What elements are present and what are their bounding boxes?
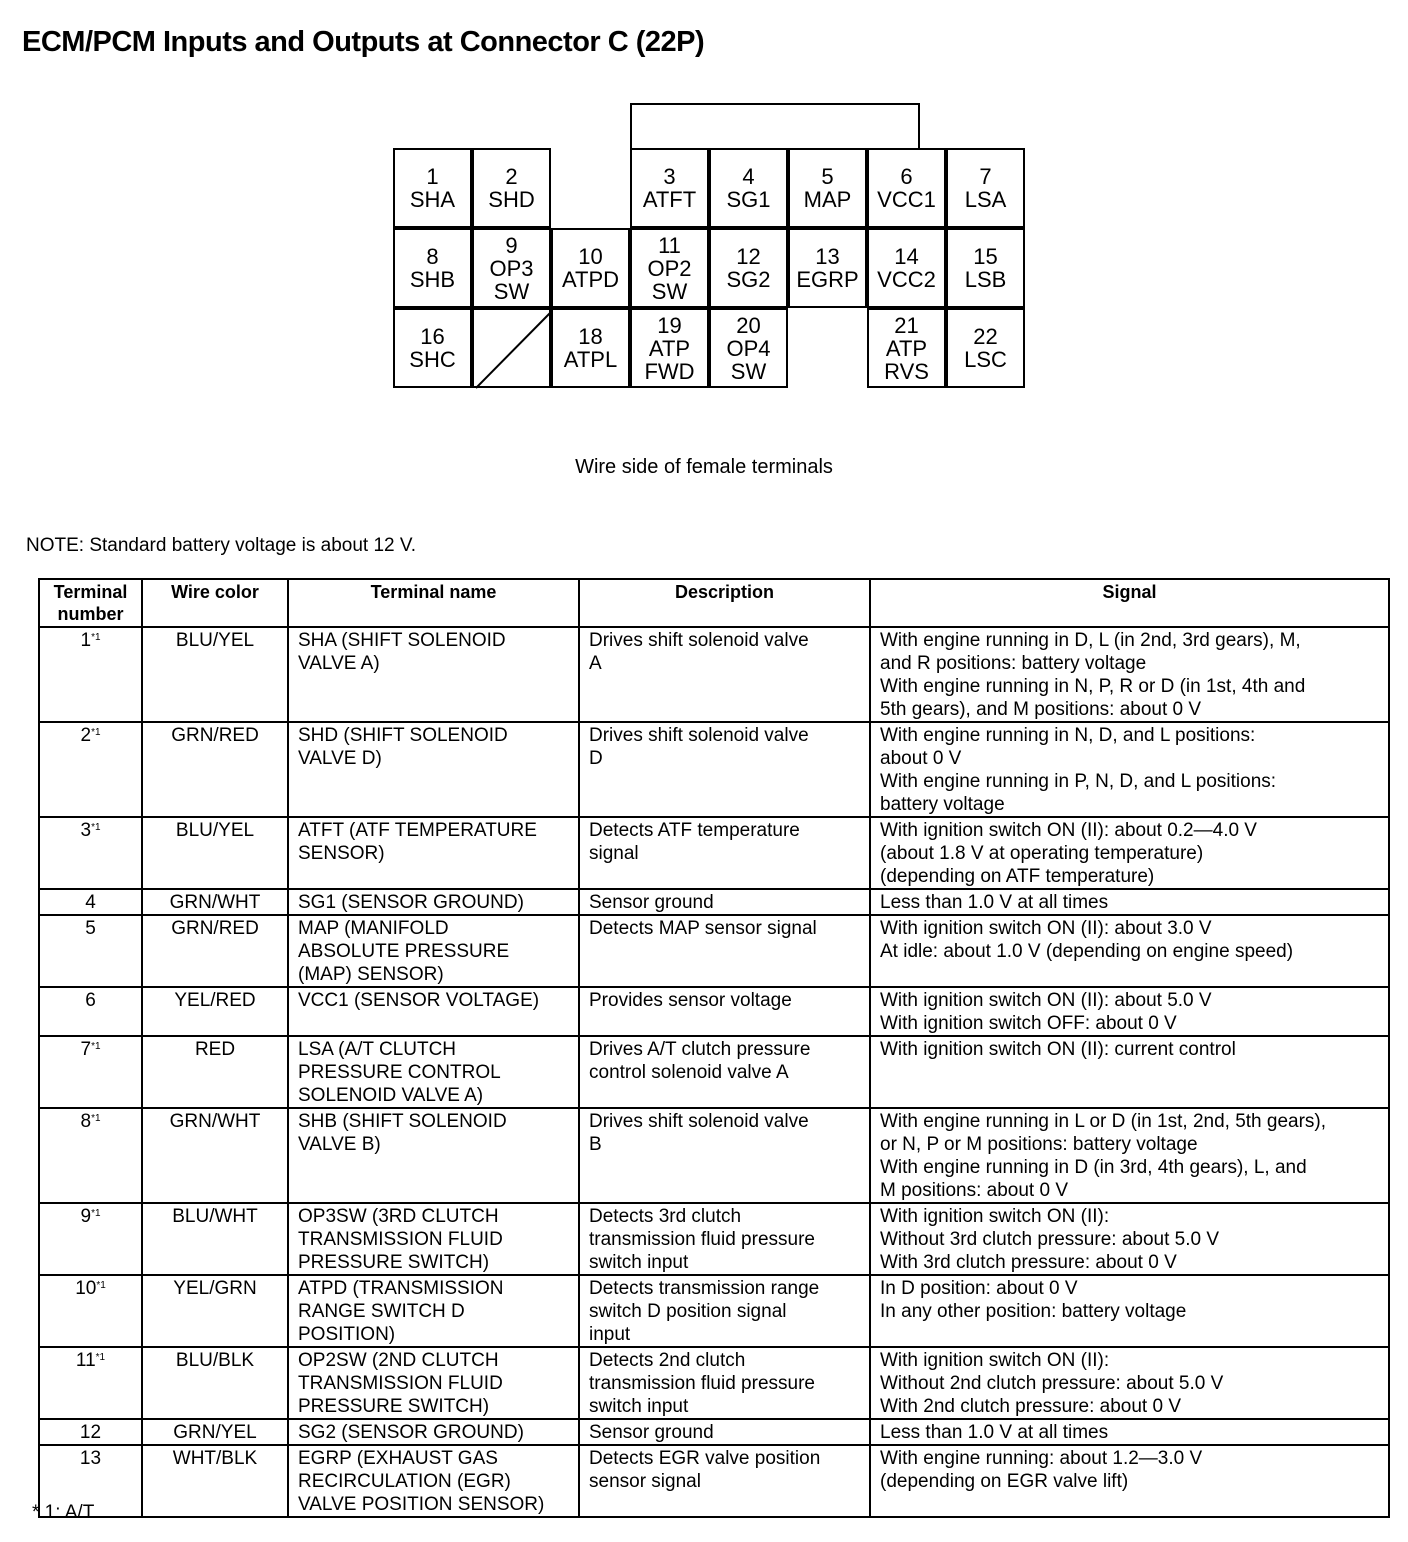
terminal-number: 10 bbox=[75, 1278, 97, 1299]
signal-text: With engine running: about 1.2—3.0 V (depending on EGR valve lift) bbox=[880, 1448, 1203, 1492]
wire-color-text: GRN/WHT bbox=[169, 892, 261, 913]
terminal-number-cell bbox=[39, 1203, 142, 1275]
wire-color-cell bbox=[142, 1419, 288, 1445]
terminal-22: 22 LSC bbox=[946, 308, 1025, 388]
description-text: Detects 2nd clutch transmission fluid pressure switch input bbox=[589, 1350, 815, 1417]
footnote-marker: *1 bbox=[91, 1113, 101, 1124]
description-cell bbox=[579, 1108, 870, 1203]
terminal-name-cell bbox=[288, 915, 579, 987]
terminal-8: 8 SHB bbox=[393, 228, 472, 308]
terminal-number-cell bbox=[39, 1347, 142, 1419]
wire-color-cell bbox=[142, 1275, 288, 1347]
terminal-name-cell bbox=[288, 722, 579, 817]
signal-text: With ignition switch ON (II): Without 3rd clutch pressure: about 5.0 V With 3rd clutch pressure: about 0 V bbox=[880, 1206, 1220, 1273]
signal-text: With engine running in L or D (in 1st, 2nd, 5th gears), or N, P or M positions: battery voltage With engine running in D (in 3rd, 4th gears), L, and M positions: about 0 V bbox=[880, 1111, 1327, 1201]
table-row bbox=[39, 987, 1389, 1036]
voltage-note: NOTE: Standard battery voltage is about 12 V. bbox=[26, 535, 417, 556]
terminal-name-cell bbox=[288, 627, 579, 722]
footnote-marker: *1 bbox=[96, 1280, 106, 1291]
signal-cell bbox=[870, 1275, 1389, 1347]
table-row bbox=[39, 1275, 1389, 1347]
terminal-21: 21 ATP RVS bbox=[867, 308, 946, 388]
description-text: Drives shift solenoid valve D bbox=[589, 725, 809, 769]
signal-text: With ignition switch ON (II): about 5.0 V With ignition switch OFF: about 0 V bbox=[880, 990, 1212, 1034]
wire-color-cell bbox=[142, 1108, 288, 1203]
terminal-number: 3 bbox=[80, 820, 92, 841]
terminal-16: 16 SHC bbox=[393, 308, 472, 388]
terminal-20: 20 OP4 SW bbox=[709, 308, 788, 388]
signal-cell bbox=[870, 1419, 1389, 1445]
description-text: Sensor ground bbox=[589, 1422, 714, 1443]
footnote-marker: *1 bbox=[95, 1352, 106, 1363]
signal-text: With engine running in D, L (in 2nd, 3rd gears), M, and R positions: battery voltage With engine running in N, P, R or D (in 1st, 4th and 5th gears), and M positions: about 0 V bbox=[880, 630, 1306, 720]
terminal-name-text: SHD (SHIFT SOLENOID VALVE D) bbox=[298, 725, 508, 769]
terminal-name-text: EGRP (EXHAUST GAS RECIRCULATION (EGR) VALVE POSITION SENSOR) bbox=[298, 1448, 545, 1515]
terminal-number: 13 bbox=[79, 1448, 102, 1469]
description-cell bbox=[579, 889, 870, 915]
terminal-name-cell bbox=[288, 1203, 579, 1275]
wire-color-cell bbox=[142, 889, 288, 915]
terminal-number: 2 bbox=[80, 725, 92, 746]
terminal-19: 19 ATP FWD bbox=[630, 308, 709, 388]
description-cell bbox=[579, 1347, 870, 1419]
footnote-marker: *1 bbox=[91, 822, 101, 833]
wire-color-text: GRN/YEL bbox=[173, 1422, 257, 1443]
terminal-number-cell bbox=[39, 1108, 142, 1203]
terminal-3: 3 ATFT bbox=[630, 148, 709, 228]
signal-cell bbox=[870, 1108, 1389, 1203]
table-row bbox=[39, 627, 1389, 722]
terminal-4: 4 SG1 bbox=[709, 148, 788, 228]
wire-color-cell bbox=[142, 627, 288, 722]
terminal-13: 13 EGRP bbox=[788, 228, 867, 308]
wire-color-text: BLU/YEL bbox=[175, 820, 255, 841]
table-row bbox=[39, 1108, 1389, 1203]
description-text: Detects EGR valve position sensor signal bbox=[589, 1448, 821, 1492]
signal-cell bbox=[870, 1445, 1389, 1517]
table-header-row bbox=[39, 579, 1389, 627]
terminal-name-text: OP2SW (2ND CLUTCH TRANSMISSION FLUID PRESSURE SWITCH) bbox=[298, 1350, 503, 1417]
terminal-number-cell bbox=[39, 915, 142, 987]
description-cell bbox=[579, 627, 870, 722]
wire-color-text: YEL/GRN bbox=[173, 1278, 257, 1299]
terminal-name-text: ATFT (ATF TEMPERATURE SENSOR) bbox=[298, 820, 537, 864]
connector-diagram bbox=[393, 103, 1033, 393]
wire-color-text: BLU/YEL bbox=[175, 630, 255, 651]
signal-text: With ignition switch ON (II): current control bbox=[880, 1039, 1236, 1060]
description-text: Drives A/T clutch pressure control solenoid valve A bbox=[589, 1039, 811, 1083]
signal-text: With engine running in N, D, and L positions: about 0 V With engine running in P, N, D, and L positions: battery voltage bbox=[880, 725, 1277, 815]
wire-color-cell bbox=[142, 722, 288, 817]
terminal-number: 9 bbox=[80, 1206, 92, 1227]
terminal-12: 12 SG2 bbox=[709, 228, 788, 308]
footnote-marker: *1 bbox=[91, 1041, 101, 1052]
signal-text: With ignition switch ON (II): about 3.0 V At idle: about 1.0 V (depending on engine speed) bbox=[880, 918, 1294, 962]
terminal-6: 6 VCC1 bbox=[867, 148, 946, 228]
terminal-5: 5 MAP bbox=[788, 148, 867, 228]
signal-cell bbox=[870, 889, 1389, 915]
footnote: * 1: A/T bbox=[32, 1502, 95, 1523]
signal-text: Less than 1.0 V at all times bbox=[880, 892, 1109, 913]
terminal-10: 10 ATPD bbox=[551, 228, 630, 308]
connector-lock-tab bbox=[630, 103, 920, 149]
terminal-number: 8 bbox=[80, 1111, 92, 1132]
table-row bbox=[39, 1347, 1389, 1419]
table-row bbox=[39, 1203, 1389, 1275]
unused-slash-icon bbox=[474, 310, 553, 390]
terminal-name-text: ATPD (TRANSMISSION RANGE SWITCH D POSITION) bbox=[298, 1278, 504, 1345]
description-cell bbox=[579, 1036, 870, 1108]
terminal-11: 11 OP2 SW bbox=[630, 228, 709, 308]
description-cell bbox=[579, 987, 870, 1036]
description-text: Detects 3rd clutch transmission fluid pressure switch input bbox=[589, 1206, 815, 1273]
signal-cell bbox=[870, 1203, 1389, 1275]
terminal-name-text: SHB (SHIFT SOLENOID VALVE B) bbox=[298, 1111, 507, 1155]
terminal-number: 5 bbox=[85, 918, 96, 939]
signal-text: With ignition switch ON (II): about 0.2—4.0 V (about 1.8 V at operating temperature) (depending on ATF temperature) bbox=[880, 820, 1257, 887]
table-row bbox=[39, 817, 1389, 889]
wire-color-text: WHT/BLK bbox=[172, 1448, 258, 1469]
page-title: ECM/PCM Inputs and Outputs at Connector C (22P) bbox=[22, 26, 705, 58]
header-wire-color: Wire color bbox=[142, 579, 288, 627]
description-cell bbox=[579, 1445, 870, 1517]
wire-color-cell bbox=[142, 915, 288, 987]
header-signal: Signal bbox=[870, 579, 1389, 627]
terminal-name-cell bbox=[288, 987, 579, 1036]
signal-cell bbox=[870, 817, 1389, 889]
wire-color-cell bbox=[142, 817, 288, 889]
table-row bbox=[39, 889, 1389, 915]
wire-color-text: BLU/BLK bbox=[175, 1350, 255, 1371]
signal-text: In D position: about 0 V In any other position: battery voltage bbox=[880, 1278, 1187, 1322]
wire-color-text: GRN/RED bbox=[171, 725, 259, 746]
description-text: Detects MAP sensor signal bbox=[589, 918, 817, 939]
terminal-name-cell bbox=[288, 1347, 579, 1419]
table-row bbox=[39, 915, 1389, 987]
signal-cell bbox=[870, 915, 1389, 987]
signal-cell bbox=[870, 722, 1389, 817]
footnote-marker: *1 bbox=[91, 727, 101, 738]
terminal-name-text: VCC1 (SENSOR VOLTAGE) bbox=[298, 990, 540, 1011]
terminal-9: 9 OP3 SW bbox=[472, 228, 551, 308]
wire-color-text: GRN/RED bbox=[171, 918, 259, 939]
terminal-number: 1 bbox=[80, 630, 92, 651]
description-cell bbox=[579, 1275, 870, 1347]
terminal-number: 11 bbox=[75, 1350, 96, 1371]
terminal-name-text: OP3SW (3RD CLUTCH TRANSMISSION FLUID PRESSURE SWITCH) bbox=[298, 1206, 503, 1273]
table-row bbox=[39, 722, 1389, 817]
terminal-number: 4 bbox=[85, 892, 96, 913]
description-cell bbox=[579, 1203, 870, 1275]
terminal-name-text: SG2 (SENSOR GROUND) bbox=[298, 1422, 524, 1443]
description-text: Sensor ground bbox=[589, 892, 714, 913]
terminal-number: 7 bbox=[80, 1039, 92, 1060]
wire-color-cell bbox=[142, 1036, 288, 1108]
terminal-name-text: LSA (A/T CLUTCH PRESSURE CONTROL SOLENOID VALVE A) bbox=[298, 1039, 501, 1106]
terminal-name-cell bbox=[288, 1419, 579, 1445]
wire-color-cell bbox=[142, 1347, 288, 1419]
terminal-18: 18 ATPL bbox=[551, 308, 630, 388]
description-text: Detects transmission range switch D position signal input bbox=[589, 1278, 820, 1345]
terminal-number: 12 bbox=[79, 1422, 102, 1443]
wire-color-text: GRN/WHT bbox=[169, 1111, 261, 1132]
description-cell bbox=[579, 817, 870, 889]
description-text: Drives shift solenoid valve B bbox=[589, 1111, 809, 1155]
terminal-name-cell bbox=[288, 1036, 579, 1108]
header-terminal-number: Terminal number bbox=[39, 579, 142, 627]
terminal-number: 6 bbox=[85, 990, 96, 1011]
wire-color-text: RED bbox=[194, 1039, 236, 1060]
signal-cell bbox=[870, 1347, 1389, 1419]
wire-color-cell bbox=[142, 1445, 288, 1517]
terminal-7: 7 LSA bbox=[946, 148, 1025, 228]
description-text: Detects ATF temperature signal bbox=[589, 820, 800, 864]
description-text: Drives shift solenoid valve A bbox=[589, 630, 809, 674]
terminal-number-cell bbox=[39, 1419, 142, 1445]
signal-cell bbox=[870, 987, 1389, 1036]
description-cell bbox=[579, 1419, 870, 1445]
terminal-1: 1 SHA bbox=[393, 148, 472, 228]
terminal-14: 14 VCC2 bbox=[867, 228, 946, 308]
description-text: Provides sensor voltage bbox=[589, 990, 792, 1011]
signal-cell bbox=[870, 1036, 1389, 1108]
terminal-name-cell bbox=[288, 1108, 579, 1203]
terminal-number-cell bbox=[39, 817, 142, 889]
signal-text: With ignition switch ON (II): Without 2nd clutch pressure: about 5.0 V With 2nd clutch pressure: about 0 V bbox=[880, 1350, 1224, 1417]
terminal-name-cell bbox=[288, 817, 579, 889]
footnote-marker: *1 bbox=[91, 632, 101, 643]
header-description: Description bbox=[579, 579, 870, 627]
terminal-name-cell bbox=[288, 1445, 579, 1517]
terminal-number-cell bbox=[39, 1036, 142, 1108]
wire-color-cell bbox=[142, 987, 288, 1036]
table-row bbox=[39, 1445, 1389, 1517]
signal-cell bbox=[870, 627, 1389, 722]
terminal-number-cell bbox=[39, 1275, 142, 1347]
wire-color-cell bbox=[142, 1203, 288, 1275]
terminal-number-cell bbox=[39, 889, 142, 915]
terminal-name-cell bbox=[288, 1275, 579, 1347]
wire-color-text: BLU/WHT bbox=[172, 1206, 258, 1227]
terminal-name-text: SHA (SHIFT SOLENOID VALVE A) bbox=[298, 630, 506, 674]
connector-caption: Wire side of female terminals bbox=[575, 456, 833, 478]
terminal-number-cell bbox=[39, 722, 142, 817]
terminal-number-cell bbox=[39, 987, 142, 1036]
terminal-number-cell bbox=[39, 627, 142, 722]
description-cell bbox=[579, 915, 870, 987]
terminal-name-text: MAP (MANIFOLD ABSOLUTE PRESSURE (MAP) SENSOR) bbox=[298, 918, 510, 985]
header-terminal-name: Terminal name bbox=[288, 579, 579, 627]
terminal-15: 15 LSB bbox=[946, 228, 1025, 308]
io-table bbox=[38, 578, 1390, 1518]
wire-color-text: YEL/RED bbox=[174, 990, 256, 1011]
signal-text: Less than 1.0 V at all times bbox=[880, 1422, 1109, 1443]
table-row bbox=[39, 1419, 1389, 1445]
footnote-marker: *1 bbox=[91, 1208, 101, 1219]
terminal-name-text: SG1 (SENSOR GROUND) bbox=[298, 892, 524, 913]
terminal-17-unused bbox=[472, 308, 551, 388]
terminal-2: 2 SHD bbox=[472, 148, 551, 228]
terminal-name-cell bbox=[288, 889, 579, 915]
table-row bbox=[39, 1036, 1389, 1108]
description-cell bbox=[579, 722, 870, 817]
